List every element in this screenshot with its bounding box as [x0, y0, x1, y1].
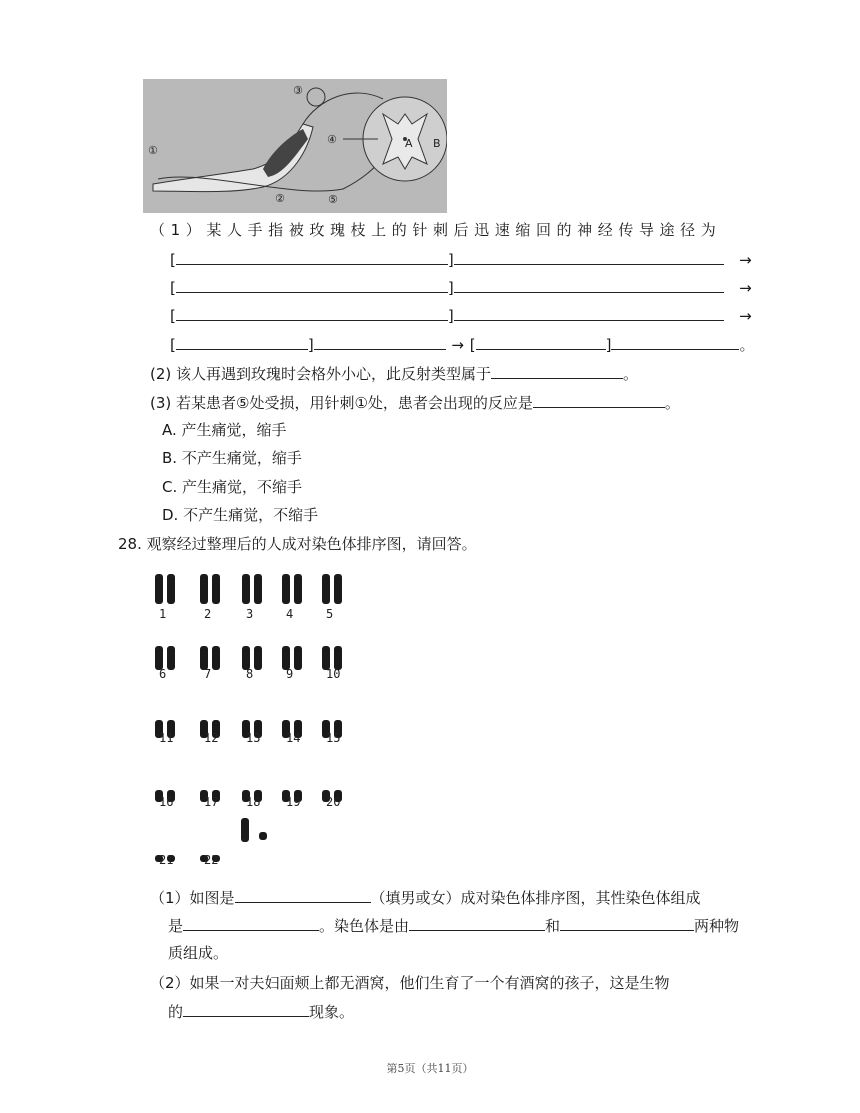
q27-part2-text: (2) 该人再遇到玫瑰时会格外小心，此反射类型属于 — [150, 365, 492, 383]
q28-text: 两种物 — [694, 917, 740, 935]
sex-chromosome — [241, 818, 249, 842]
answer-blank[interactable] — [183, 914, 319, 931]
label-5: ⑤ — [328, 193, 338, 206]
q28-title: 28. 观察经过整理后的人成对染色体排序图，请回答。 — [118, 535, 477, 553]
chromosome-number-label: 3 — [246, 607, 254, 621]
chromosome-number-label: 18 — [246, 795, 261, 809]
chromosome — [322, 574, 330, 604]
option-d: D. 不产生痛觉，不缩手 — [162, 506, 319, 524]
label-4: ④ — [327, 133, 337, 146]
option-c: C. 产生痛觉，不缩手 — [162, 478, 303, 496]
bracket-close: ] — [447, 307, 454, 325]
chromosome-number-label: 10 — [326, 667, 341, 681]
chromosome-number-label: 1 — [159, 607, 167, 621]
answer-blank[interactable] — [491, 362, 623, 379]
q28-text: 的 — [168, 1003, 184, 1021]
answer-blank[interactable] — [314, 333, 446, 350]
chromosome — [254, 646, 262, 670]
chromosome-number-label: 5 — [326, 607, 334, 621]
bracket-close: ] — [605, 336, 612, 354]
q27-part1-text: （1）某人手指被玫瑰枝上的针刺后迅速缩回的神经传导途径为 — [150, 221, 722, 239]
label-2: ② — [275, 192, 285, 205]
chromosome-number-label: 7 — [204, 667, 212, 681]
option-b: B. 不产生痛觉，缩手 — [162, 449, 302, 467]
label-A: A — [405, 137, 413, 150]
chromosome-number-label: 21 — [159, 853, 174, 866]
chromosome — [294, 574, 302, 604]
q28-text: （填男或女）成对染色体排序图，其性染色体组成 — [370, 889, 701, 907]
q27-part2 — [150, 362, 638, 385]
q28-part1-line2 — [168, 914, 739, 937]
label-B: B — [433, 137, 441, 150]
arrow: → — [451, 336, 464, 354]
answer-blank[interactable] — [235, 886, 371, 903]
answer-blank[interactable] — [176, 248, 448, 265]
chromosome-number-label: 17 — [204, 795, 219, 809]
chromosome — [254, 574, 262, 604]
q28-part2-line1: （2）如果一对夫妇面颊上都无酒窝，他们生育了一个有酒窝的孩子，这是生物 — [150, 974, 670, 992]
answer-blank[interactable] — [176, 276, 448, 293]
q28-text: 现象。 — [309, 1003, 355, 1021]
pathway-row-2 — [170, 276, 752, 299]
page-footer: 第5页（共11页） — [386, 1062, 474, 1075]
answer-blank[interactable] — [176, 333, 308, 350]
chromosome-number-label: 8 — [246, 667, 254, 681]
period: 。 — [664, 394, 680, 412]
bracket-open: [ — [170, 307, 176, 325]
arrow: → — [739, 279, 752, 297]
chromosome-number-label: 15 — [326, 731, 341, 745]
chromosome-number-label: 4 — [286, 607, 294, 621]
answer-blank[interactable] — [454, 248, 724, 265]
pathway-row-3 — [170, 304, 752, 327]
reflex-arc-drawing — [143, 79, 447, 213]
q27-part3 — [150, 391, 680, 414]
bracket-open: [ — [170, 251, 176, 269]
chromosome-number-label: 12 — [204, 731, 219, 745]
option-a: A. 产生痛觉，缩手 — [162, 421, 287, 439]
q27-part3-text: (3) 若某患者⑤处受损，用针刺①处，患者会出现的反应是 — [150, 394, 533, 412]
q28-text: 。染色体是由 — [319, 917, 410, 935]
pathway-row-4 — [170, 333, 754, 356]
chromosome-number-label: 6 — [159, 667, 167, 681]
chromosome-number-label: 22 — [204, 853, 219, 866]
chromosome — [334, 574, 342, 604]
chromosome — [167, 574, 175, 604]
karyotype-figure — [145, 566, 355, 866]
answer-blank[interactable] — [611, 333, 739, 350]
chromosome-number-label: 14 — [286, 731, 301, 745]
chromosome-number-label: 9 — [286, 667, 294, 681]
bracket-open: [ — [170, 279, 176, 297]
answer-blank[interactable] — [176, 304, 448, 321]
chromosome-number-label: 13 — [246, 731, 261, 745]
chromosome — [155, 574, 163, 604]
chromosome — [294, 646, 302, 670]
arrow: → — [739, 307, 752, 325]
answer-blank[interactable] — [454, 304, 724, 321]
label-1: ① — [148, 144, 158, 157]
chromosome — [200, 574, 208, 604]
chromosome — [242, 574, 250, 604]
bracket-close: ] — [447, 279, 454, 297]
answer-blank[interactable] — [533, 391, 665, 408]
q28-part1-line1 — [150, 886, 701, 909]
bracket-close: ] — [307, 336, 314, 354]
period: 。 — [739, 336, 755, 354]
answer-blank[interactable] — [454, 276, 724, 293]
answer-blank[interactable] — [183, 1000, 309, 1017]
arrow: → — [739, 251, 752, 269]
chromosome-number-label: 2 — [204, 607, 212, 621]
reflex-arc-figure — [143, 79, 447, 213]
bracket-close: ] — [447, 251, 454, 269]
chromosome-number-label: 16 — [159, 795, 174, 809]
answer-blank[interactable] — [409, 914, 545, 931]
chromosome-number-label: 11 — [159, 731, 174, 745]
chromosome — [212, 646, 220, 670]
chromosome-number-label: 20 — [326, 795, 341, 809]
bracket-open: [ — [469, 336, 476, 354]
q28-text: （1）如图是 — [150, 889, 235, 907]
q28-text: 是 — [168, 917, 184, 935]
chromosome — [212, 574, 220, 604]
q28-text: 和 — [545, 917, 561, 935]
chromosome — [167, 646, 175, 670]
answer-blank[interactable] — [476, 333, 606, 350]
pathway-row-1 — [170, 248, 752, 271]
bracket-open: [ — [170, 336, 176, 354]
chromosome-drawing — [145, 566, 355, 866]
answer-blank[interactable] — [560, 914, 694, 931]
chromosome-number-label: 19 — [286, 795, 301, 809]
period: 。 — [623, 365, 639, 383]
sex-chromosome — [259, 832, 267, 840]
label-3: ③ — [293, 84, 303, 97]
q28-part2-line2 — [168, 1000, 354, 1023]
chromosome — [282, 574, 290, 604]
q28-part1-line3: 质组成。 — [168, 944, 229, 962]
